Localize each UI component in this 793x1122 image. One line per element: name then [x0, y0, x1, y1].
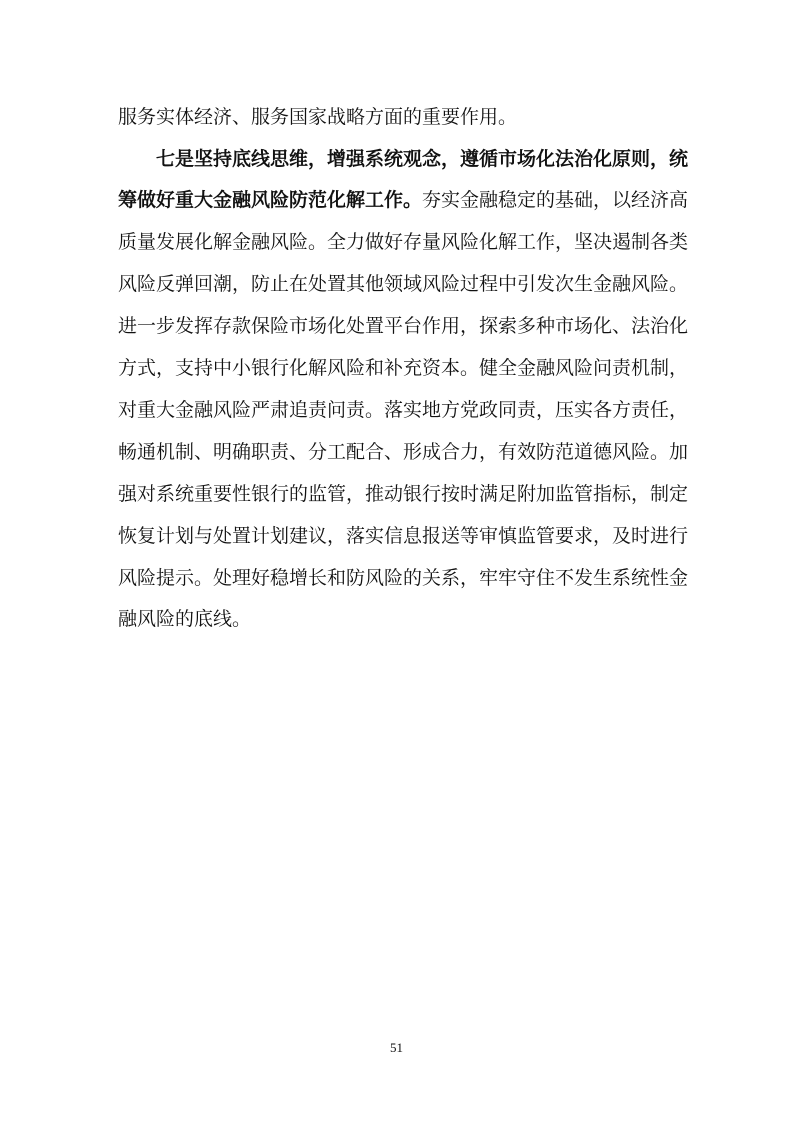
line-text: 畅通机制、明确职责、分工配合、形成合力，有效防范道德风险。加	[118, 441, 689, 463]
text-line	[118, 521, 689, 551]
page-number: 51	[390, 1040, 403, 1055]
line-text: 方式，支持中小银行化解风险和补充资本。健全金融风险问责机制，	[118, 357, 689, 379]
line-text: 恢复计划与处置计划建议，落实信息报送等审慎监管要求，及时进行	[118, 525, 689, 547]
line-text: 融风险的底线。	[118, 608, 252, 630]
text-line	[118, 311, 689, 341]
text-line	[118, 227, 689, 257]
line-bold-text: 筹做好重大金融风险防范化解工作。	[118, 189, 423, 211]
line-text: 夯实金融稳定的基础，以经济高	[422, 189, 689, 211]
text-line	[118, 604, 674, 634]
text-line	[118, 185, 689, 215]
text-line	[156, 144, 689, 174]
text-line	[118, 395, 689, 425]
line-text: 风险反弹回潮，防止在处置其他领域风险过程中引发次生金融风险。	[118, 273, 689, 295]
line-text: 强对系统重要性银行的监管，推动银行按时满足附加监管指标，制定	[118, 483, 689, 505]
line-text: 风险提示。处理好稳增长和防风险的关系，牢牢守住不发生系统性金	[118, 567, 689, 589]
line-bold-text: 七是坚持底线思维，增强系统观念，遵循市场化法治化原则，统	[156, 148, 689, 170]
text-line	[118, 563, 689, 593]
text-line	[118, 479, 689, 509]
text-line	[118, 353, 689, 383]
text-line	[118, 437, 689, 467]
line-text: 质量发展化解金融风险。全力做好存量风险化解工作，坚决遏制各类	[118, 231, 689, 253]
line-text: 对重大金融风险严肃追责问责。落实地方党政同责，压实各方责任，	[118, 399, 689, 421]
line-text: 进一步发挥存款保险市场化处置平台作用，探索多种市场化、法治化	[118, 315, 689, 337]
text-line	[118, 269, 689, 299]
line-text: 服务实体经济、服务国家战略方面的重要作用。	[118, 106, 518, 128]
text-line	[118, 102, 674, 132]
